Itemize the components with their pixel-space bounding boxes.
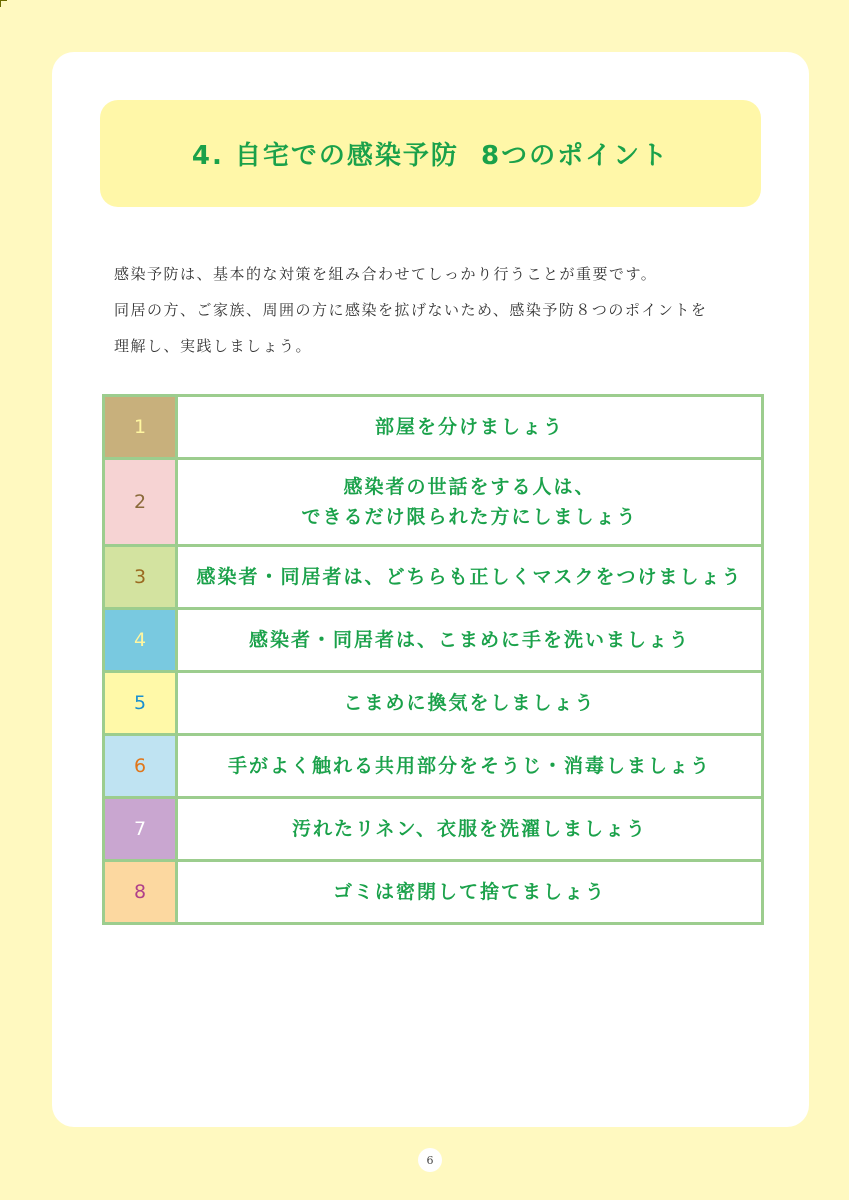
point-text: 手がよく触れる共用部分をそうじ・消毒しましょう — [178, 736, 761, 796]
intro-line: 理解し、実践しましょう。 — [114, 337, 313, 355]
point-text: 汚れたリネン、衣服を洗濯しましょう — [178, 799, 761, 859]
point-text: 感染者の世話をする人は、 できるだけ限られた方にしましょう — [178, 460, 761, 544]
point-number: 7 — [105, 799, 175, 859]
point-number: 3 — [105, 547, 175, 607]
point-number: 4 — [105, 610, 175, 670]
intro-line: 感染予防は、基本的な対策を組み合わせてしっかり行うことが重要です。 — [114, 265, 658, 283]
crop-mark — [0, 0, 7, 7]
point-text: 部屋を分けましょう — [178, 397, 761, 457]
page-title: 4. 自宅での感染予防 8つのポイント — [191, 141, 670, 171]
point-number: 2 — [105, 460, 175, 544]
point-text: こまめに換気をしましょう — [178, 673, 761, 733]
intro-line: 同居の方、ご家族、周囲の方に感染を拡げないため、感染予防８つのポイントを — [114, 301, 708, 319]
point-text: 感染者・同居者は、どちらも正しくマスクをつけましょう — [178, 547, 761, 607]
intro-text — [114, 256, 774, 364]
point-number: 5 — [105, 673, 175, 733]
points-table — [102, 394, 764, 925]
point-number: 8 — [105, 862, 175, 922]
point-number: 6 — [105, 736, 175, 796]
title-banner — [100, 100, 761, 207]
page-number: 6 — [418, 1148, 442, 1172]
point-text: ゴミは密閉して捨てましょう — [178, 862, 761, 922]
point-number: 1 — [105, 397, 175, 457]
content-card — [52, 52, 809, 1127]
point-text: 感染者・同居者は、こまめに手を洗いましょう — [178, 610, 761, 670]
